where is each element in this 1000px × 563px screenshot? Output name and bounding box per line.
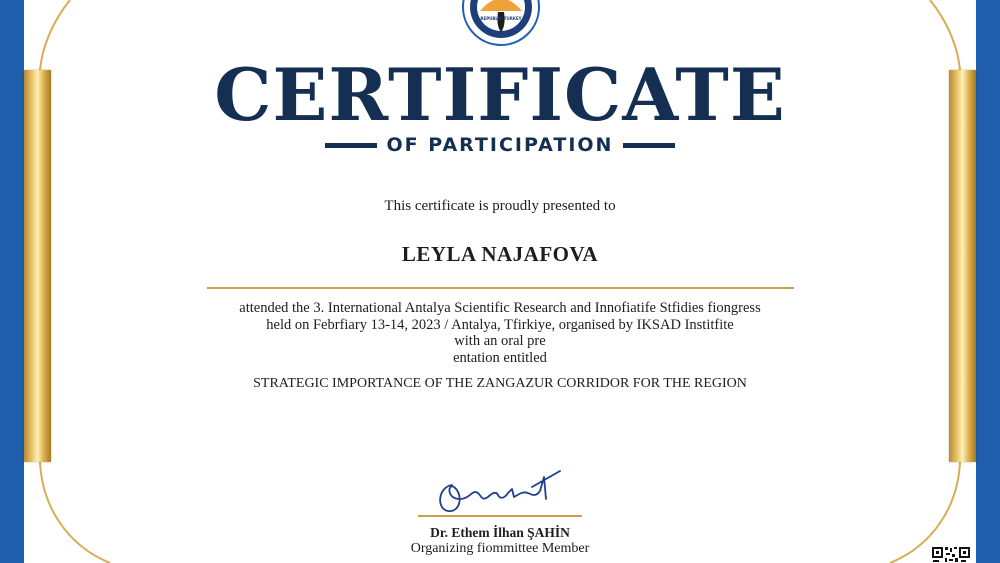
detail-line: held on Febrfiary 13-14, 2023 / Antalya, Tfirkiye, organised by IKSAD Institfite: [266, 316, 734, 333]
subtitle-right-rule: [623, 143, 675, 148]
institute-seal-icon: [462, 0, 540, 46]
signature-rule: [418, 515, 582, 517]
signatory-name: Dr. Ethem İlhan ŞAHİN: [430, 525, 570, 540]
presented-to-text: This certificate is proudly presented to: [384, 198, 616, 214]
seal-text: REPUBLIC TURKEY: [480, 16, 522, 21]
certificate-subtitle: OF PARTICIPATION: [386, 134, 614, 156]
certificate-title: CERTIFICATE: [214, 52, 786, 137]
subtitle-row: [0, 133, 1000, 157]
qr-code-icon[interactable]: [931, 546, 971, 563]
handwritten-signature: [432, 465, 567, 515]
subtitle-left-rule: [325, 143, 377, 148]
recipient-name: LEYLA NAJAFOVA: [401, 242, 599, 266]
detail-line: with an oral pre: [454, 333, 546, 349]
detail-line: entation entitled: [453, 349, 547, 366]
name-underline: [207, 287, 794, 289]
presentation-title: STRATEGIC IMPORTANCE OF THE ZANGAZUR CORRIDOR FOR THE REGION: [253, 376, 747, 391]
detail-line: attended the 3. International Antalya Scientific Research and Innofiatife Stfidies fiongress: [239, 300, 761, 316]
signatory-role: Organizing fiommittee Member: [410, 541, 590, 556]
participation-details: [0, 300, 1000, 366]
